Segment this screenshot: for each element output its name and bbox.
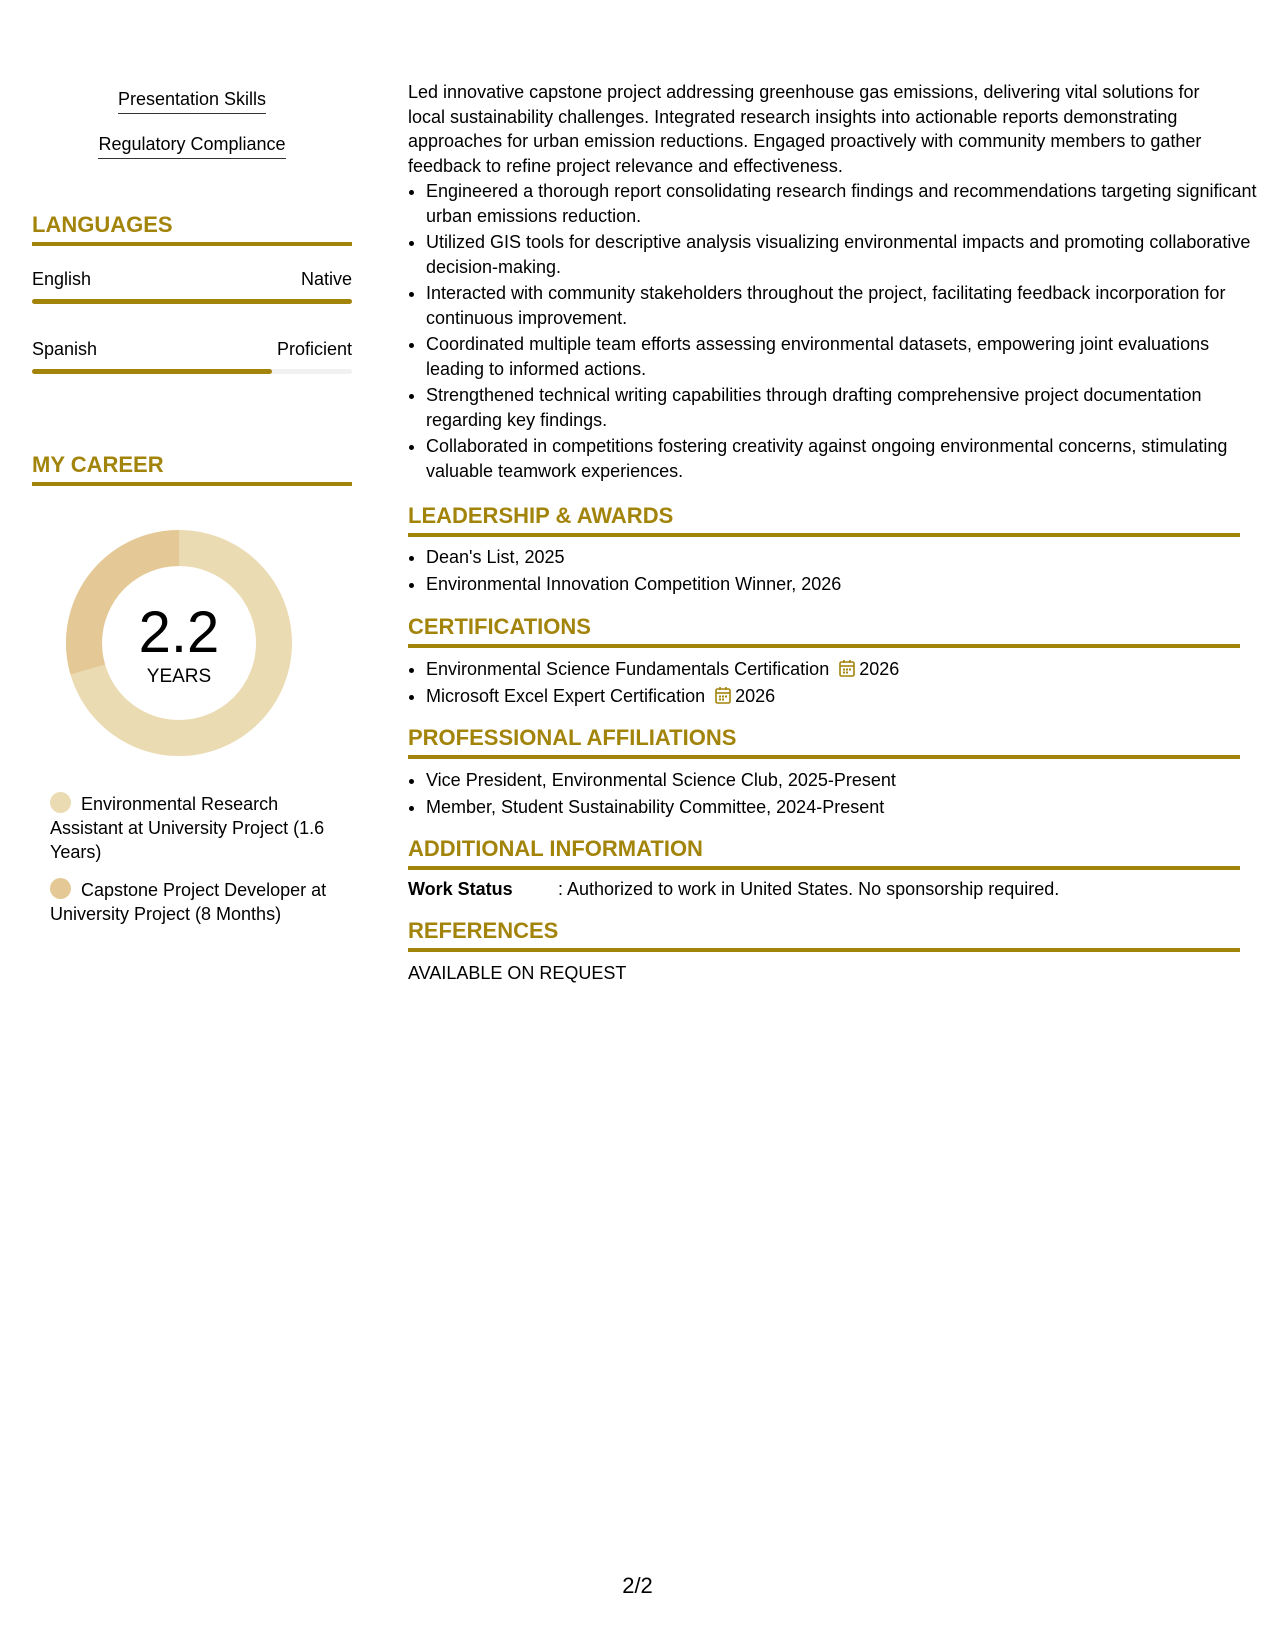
list-item: • Utilized GIS tools for descriptive analysis visualizing environmental impacts and promoting collaborative decision-making. [426,230,1258,279]
list-item: • Member, Student Sustainability Committee, 2024-Present [426,795,1258,820]
page-number: 2/2 [622,1573,653,1598]
languages-heading: LANGUAGES [32,212,352,246]
legend-swatch [50,878,71,899]
references-text: AVAILABLE ON REQUEST [408,963,627,983]
career-legend-item: Capstone Project Developer at University Project (8 Months) [50,880,327,924]
certification-year: 2026 [859,659,900,679]
list-item: • Engineered a thorough report consolidating research findings and recommendations targeting significant urban emissions reduction. [426,179,1258,228]
affiliations-list [408,768,1258,819]
calendar-icon [839,659,855,677]
language-name: English [32,269,92,289]
list-item: • Vice President, Environmental Science Club, 2025-Present [426,768,1258,793]
calendar-icon [715,686,731,704]
legend-swatch [50,792,71,813]
work-status-label: Work Status [408,879,513,899]
career-legend-item: Environmental Research Assistant at University Project (1.6 Years) [50,794,325,862]
language-bar-fill [32,299,352,304]
affiliations-heading: PROFESSIONAL AFFILIATIONS [408,725,1240,759]
language-bar-spanish [32,369,352,374]
language-level: Proficient [276,339,352,359]
experience-bullets [408,179,1258,483]
career-heading: MY CAREER [32,452,352,486]
additional-info-heading: ADDITIONAL INFORMATION [408,836,1240,870]
career-total-years: 2.2 [138,600,220,665]
language-name: Spanish [32,339,98,359]
list-item [426,684,1258,709]
certification-year: 2026 [735,685,776,706]
certification-name: Environmental Science Fundamentals Certification [426,659,830,679]
certifications-heading: CERTIFICATIONS [408,614,1240,648]
language-bar-english [32,299,352,304]
certifications-list [408,657,1258,708]
list-item: • Environmental Innovation Competition Winner, 2026 [426,572,1258,597]
work-status-value: : Authorized to work in United States. No sponsorship required. [558,879,1060,899]
list-item: • Interacted with community stakeholders throughout the project, facilitating feedback incorporation for continuous improvement. [426,281,1258,330]
certification-name: Microsoft Excel Expert Certification [426,685,706,706]
language-level: Native [300,269,352,289]
experience-summary: Led innovative capstone project addressing greenhouse gas emissions, delivering vital solutions for local sustainability challenges. Integrated research insights into actionable reports demonstrating approaches for urban emission reductions. Engaged proactively with community members to gather feedback to refine project relevance and effectiveness. [408,82,1202,176]
leadership-heading: LEADERSHIP & AWARDS [408,503,1240,537]
list-item: • Coordinated multiple team efforts assessing environmental datasets, empowering joint evaluations leading to informed actions. [426,332,1258,381]
list-item [426,657,1258,682]
leadership-list [408,545,1258,596]
references-heading: REFERENCES [408,918,1240,952]
list-item: • Collaborated in competitions fostering creativity against ongoing environmental concerns, stimulating valuable teamwork experiences. [426,434,1258,483]
list-item: • Dean's List, 2025 [426,545,1258,570]
career-total-unit: YEARS [146,666,212,687]
list-item: • Strengthened technical writing capabilities through drafting comprehensive project documentation regarding key findings. [426,383,1258,432]
skill-tag: Presentation Skills [32,88,352,114]
skill-tag: Regulatory Compliance [32,133,352,159]
language-bar-fill [32,369,272,374]
